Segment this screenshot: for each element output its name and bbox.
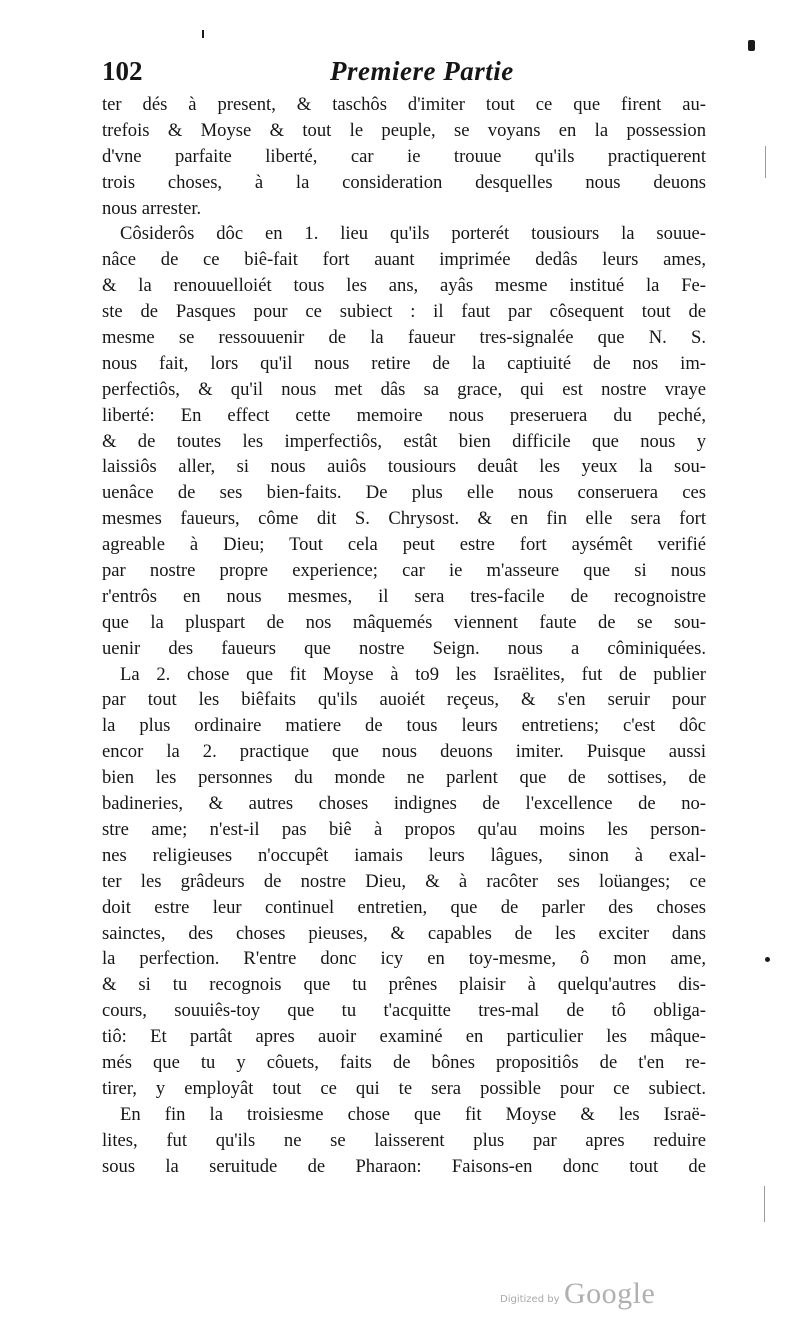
text-line: nâce de ce biê-fait fort auant imprimée dedâs leurs ames, (102, 249, 706, 271)
text-line: perfectiôs, & qu'il nous met dâs sa grace, qui est nostre vraye (102, 378, 706, 400)
text-line: & de toutes les imperfectiôs, estât bien difficile que nous y (102, 430, 706, 452)
text-line: més que tu y côuets, faits de bônes propositiôs de t'en re- (102, 1051, 706, 1073)
text-line: tiô: Et partât apres auoir examiné en particulier les mâque- (102, 1026, 706, 1048)
page-header (102, 56, 702, 96)
watermark-caption: Digitized by (500, 1294, 560, 1305)
margin-line (765, 146, 766, 178)
text-line: cours, souuiês-toy que tu t'acquitte tres-mal de tô obliga- (102, 1000, 706, 1022)
text-line: liberté: En effect cette memoire nous preseruera du peché, (102, 404, 706, 426)
text-line: par nostre propre experience; car ie m'asseure que si nous (102, 560, 706, 582)
text-line: sous la seruitude de Pharaon: Faisons-en donc tout de (102, 1155, 706, 1177)
page-number: 102 (102, 56, 143, 86)
text-line: tirer, y employât tout ce qui te sera possible pour ce subiect. (102, 1077, 706, 1099)
text-line: agreable à Dieu; Tout cela peut estre fort aysémêt verifié (102, 534, 706, 556)
paragraph-start-line: La 2. chose que fit Moyse à to9 les Israëlites, fut de publier (120, 663, 706, 685)
text-line: badineries, & autres choses indignes de l'excellence de no- (102, 793, 706, 815)
ink-blot (748, 40, 755, 51)
running-title: Premiere Partie (330, 56, 514, 86)
text-line: la perfection. R'entre donc icy en toy-mesme, ô mon ame, (102, 948, 706, 970)
text-line: doit estre leur continuel entretien, que de parler des choses (102, 896, 706, 918)
text-line: mesme se ressouuenir de la faueur tres-signalée que N. S. (102, 327, 706, 349)
text-line: que la pluspart de nos mâquemés viennent faute de se sou- (102, 611, 706, 633)
text-line: trois choses, à la consideration desquelles nous deuons (102, 171, 706, 193)
text-line: bien les personnes du monde ne parlent que de sottises, de (102, 767, 706, 789)
digitized-watermark (500, 1277, 700, 1317)
text-line: nous arrester. (102, 197, 202, 219)
text-line: r'entrôs en nous mesmes, il sera tres-facile de recognoistre (102, 585, 706, 607)
text-line: nous fait, lors qu'il nous retire de la captiuité de nos im- (102, 352, 706, 374)
body-text (102, 92, 706, 1179)
text-line: par tout les biêfaits qu'ils auoiét reçeus, & s'en seruir pour (102, 689, 706, 711)
text-line: ter les grâdeurs de nostre Dieu, & à racôter ses loüanges; ce (102, 870, 706, 892)
text-line: uenâce de ses bien-faits. De plus elle nous conseruera ces (102, 482, 706, 504)
paragraph-start-line: En fin la troisiesme chose que fit Moyse & les Israë- (120, 1103, 706, 1125)
text-line: encor la 2. practique que nous deuons imiter. Puisque aussi (102, 741, 706, 763)
text-line: sainctes, des choses pieuses, & capables de les exciter dans (102, 922, 706, 944)
text-line: trefois & Moyse & tout le peuple, se voyans en la possession (102, 119, 706, 141)
text-line: mesmes faueurs, côme dit S. Chrysost. & en fin elle sera fort (102, 508, 706, 530)
text-line: laissiôs aller, si nous auiôs tousiours deuât les yeux la sou- (102, 456, 706, 478)
text-line: & si tu recognois que tu prênes plaisir à quelqu'autres dis- (102, 974, 706, 996)
text-line: ter dés à present, & taschôs d'imiter tout ce que firent au- (102, 94, 706, 115)
text-line: & la renouuelloiét tous les ans, ayâs mesme institué la Fe- (102, 275, 706, 297)
text-line: d'vne parfaite liberté, car ie trouue qu'ils practiquerent (102, 145, 706, 167)
ink-mark (202, 30, 204, 38)
ink-dot (765, 957, 770, 962)
text-line: ste de Pasques pour ce subiect : il faut par côsequent tout de (102, 301, 706, 323)
text-line: stre ame; n'est-il pas biê à propos qu'au moins les person- (102, 818, 706, 840)
text-line: uenir des faueurs que nostre Seign. nous a côminiquées. (102, 637, 706, 659)
margin-line (764, 1186, 765, 1222)
text-line: lites, fut qu'ils ne se laisserent plus par apres reduire (102, 1129, 706, 1151)
watermark-brand: Google (564, 1277, 656, 1310)
text-line: nes religieuses n'occupêt iamais leurs lâgues, sinon à exal- (102, 844, 706, 866)
text-line: la plus ordinaire matiere de tous leurs entretiens; c'est dôc (102, 715, 706, 737)
paragraph-start-line: Côsiderôs dôc en 1. lieu qu'ils porterét tousiours la souue- (120, 223, 706, 245)
